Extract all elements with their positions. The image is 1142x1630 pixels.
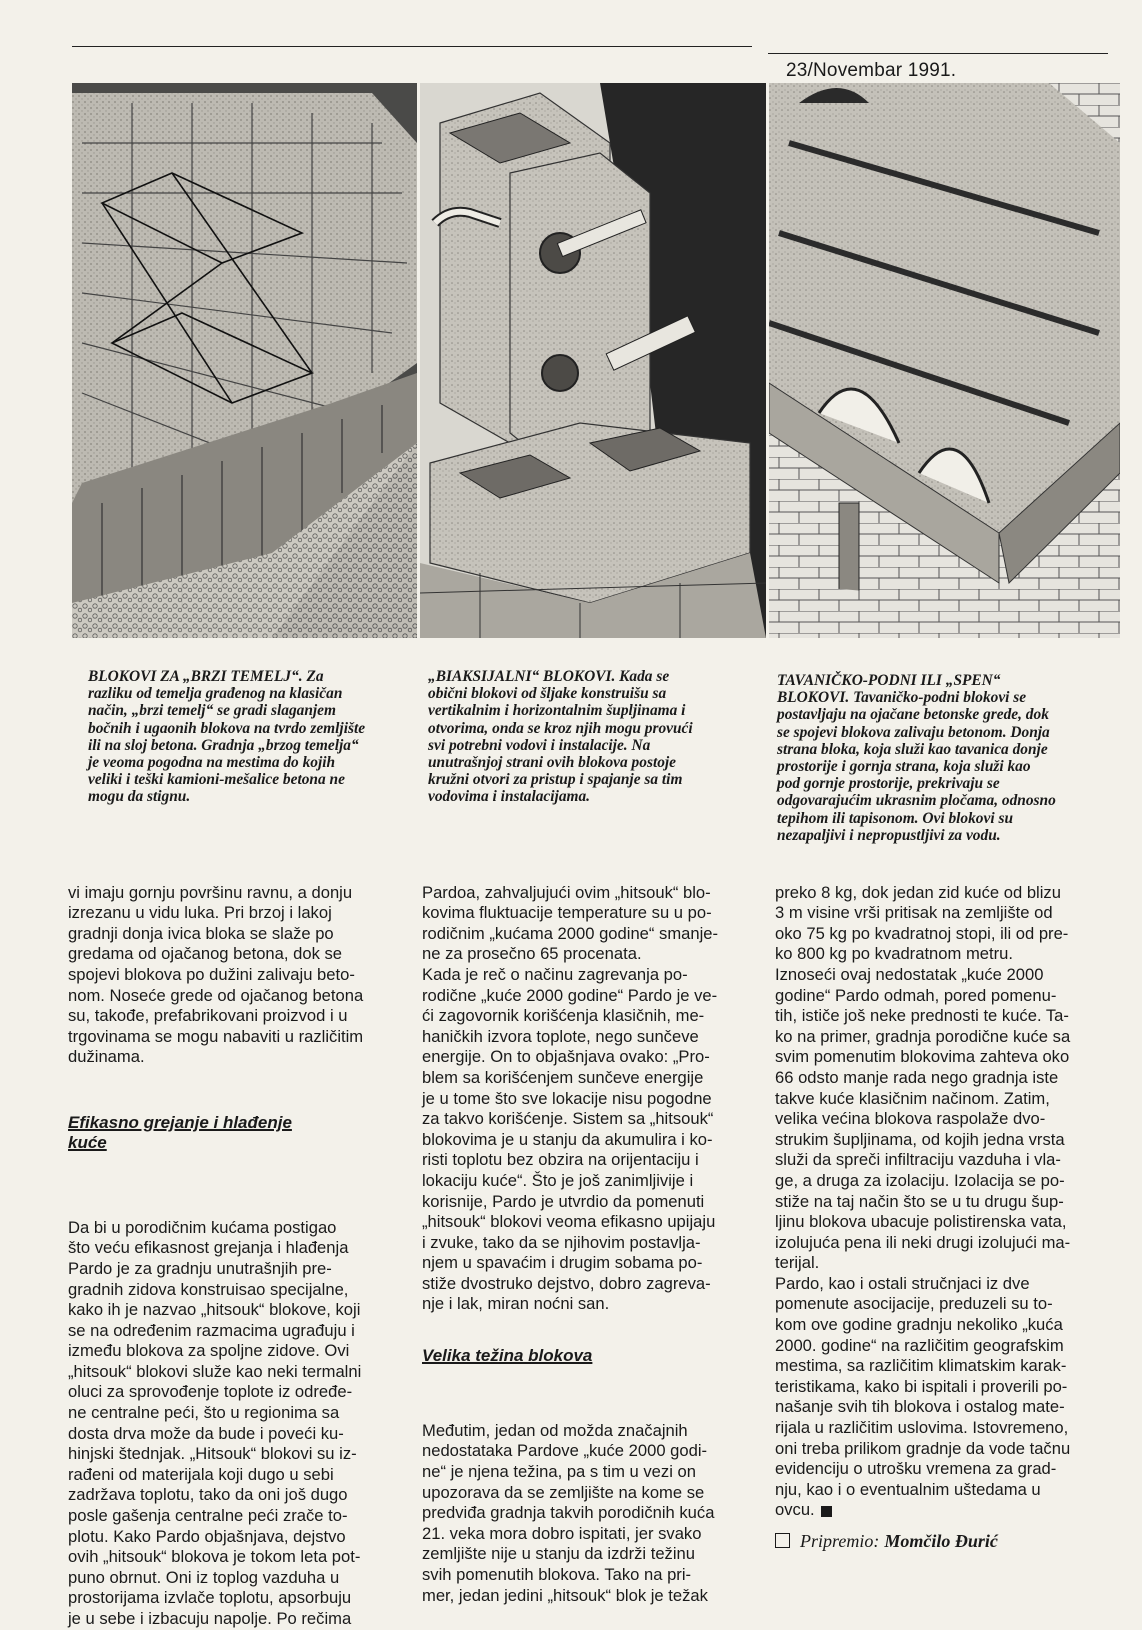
illustration-biaxial-blocks	[420, 83, 766, 638]
illustration-span-blocks	[769, 83, 1120, 638]
header-rule-right	[768, 53, 1108, 54]
paragraph: Da bi u porodičnim kućama postigao što veću efikasnost grejanja i hlađenja Pardo je za gradnju unutrašnjih pre- gradnih zidova konstruisao specijalne, kako ih je nazvao „hitsouk“ blokove, koji se na određenim razmacima ugrađuju i između blokova za spoljne zidove. Ovi „hitsouk“ blokovi služe kao neki termalni oluci za sprovođenje toplote iz određe- ne centralne peći, što u regionima sa dosta drva može da bude i poveći ku- hinjski štednjak. „Hitsouk“ blokovi su iz- rađeni od materijala koji dugo u sebi zadržava toplotu, tako da oni još dugo posle gašenja centralne peći zrače to- plotu. Kako Pardo objašnjava, dejstvo ovih „hitsouk“ blokova je tokom leta pot- puno obrnut. Oni iz toplog vazduha u prostorijama izvlače toplotu, apsorbuju je u sebe i izbacuju napolje. Po rečima	[68, 1217, 362, 1628]
paragraph: Pardoa, zahvaljujući ovim „hitsouk“ blo- kovima fluktuacije temperature su u po- rodičnim „kućama 2000 godine“ smanje- ne za prosečno 65 procenata. Kada je reč o načinu zagrevanja po- rodične „kuće 2000 godine“ Pardo je ve- ći zagovornik korišćenja klasičnih, me- haničkih izvora toplote, nego sunčeve energije. On to objašnjava ovako: „Pro- blem sa korišćenjem sunčeve energije je u tome što sve lokacije nisu pogodne za takvo korišćenje. Sistem sa „hitsouk“ blokovima je u stanju da akumulira i ko- risti toplotu bez obzira na orijentaciju i lokaciju kuće“. Što je još zanimljivije i korisnije, Pardo je utvrdio da pomenuti „hitsouk“ blokovi veoma efikasno upijaju i zvuke, tako da se njihovim postavlja- njem u spavaćim i drugim sobama po- stiže dvostruko dejstvo, dobro zagreva- nje i lak, miran noćni san.	[422, 882, 719, 1314]
header-rule	[72, 46, 752, 47]
paragraph: preko 8 kg, dok jedan zid kuće od blizu 3 m visine vrši pritisak na zemljište od oko 75 kg po kvadratnoj stopi, ili od pre- ko 800 kg po kvadratnom metru. Iznoseći ovaj nedostatak „kuće 2000 godine“ Pardo odmah, pored pomenu- tih, ističe još neke prednosti te kuće. Ta- ko na primer, gradnja porodične kuće sa svim pomenutim blokovima zahteva oko 66 odsto manje rada nego gradnja iste takve kuće klasičnim načinom. Zatim, velika većina blokova raspolaže dvo- strukim šupljinama, od kojih jedna vrsta služi da spreči infiltraciju vazduha i vla- ge, a druga za izolaciju. Izolacija se po- stiže na taj način što se u tu drugu šup- ljinu blokova ubacuje polistirenska vata, izolujuća pena ili neki drugi izolujući ma- terijal. Pardo, kao i ostali stručnjaci iz dve pomenute asocijacije, preduzeli su to- kom ove godine gradnju nekoliko „kuća 2000. godine“ na različitim geografskim mestima, sa različitim klimatskim karak- teristikama, kako bi ispitali i proverili po- našanje svih tih blokova i ostalog mate- rijala u različitim uslovima. Istovremeno, oni treba prilikom gradnje da vode tačnu evidenciju o utrošku vremena za grad- nju, kao i o eventualnim uštedama u ovcu.	[775, 882, 1071, 1520]
article-column-1	[68, 862, 413, 1630]
subheading-block-weight: Velika težina blokova	[422, 1345, 593, 1365]
article-column-3	[775, 862, 1115, 1572]
square-icon	[775, 1533, 790, 1548]
quick-foundation-drawing	[72, 83, 417, 638]
subheading-heating-cooling: Efikasno grejanje i hlađenje kuće	[68, 1112, 292, 1152]
span-blocks-drawing	[769, 83, 1120, 638]
paragraph: Međutim, jedan od možda značajnih nedostataka Pardove „kuće 2000 godi- ne“ je njena težina, pa s tim u vezi on upozorava da se zemljište na kome se predviđa gradnja takvih porodičnih kuća 21. veka mora dobro ispitati, jer svako zemljište nije u stanju da izdrži težinu svih pomenutih blokova. Tako na pri- mer, jedan jedini „hitsouk“ blok je težak	[422, 1420, 715, 1605]
byline-author: Momčilo Đurić	[884, 1531, 998, 1551]
caption-span-blocks: TAVANIČKO-PODNI ILI „SPEN“ BLOKOVI. Tavaničko-podni blokovi se postavljaju na ojačane betonske grede, dok se spojevi blokova zalivaju betonom. Donja strana bloka, koja služi kao tavanica donje prostorije i gornja strana, koja služi kao pod gornje prostorije, prekrivaju se odgovarajućim ukrasnim pločama, odnosno tepihom ili tapisonom. Ovi blokovi su nezapaljivi i nepropustljivi za vodu.	[777, 672, 1056, 844]
caption-biaxial-blocks: „BIAKSIJALNI“ BLOKOVI. Kada se obični blokovi od šljake konstruišu sa vertikalnim i horizontalnim šupljinama i otvorima, onda se kroz njih mogu provući svi potrebni vodovi i instalacije. Na unutrašnjoj strani ovih blokova postoje kružni otvori za pristup i spajanje sa tim vodovima i instalacijama.	[428, 668, 693, 806]
biaxial-blocks-drawing	[420, 83, 766, 638]
paragraph: vi imaju gornju površinu ravnu, a donju izrezanu u vidu luka. Pri brzoj i lakoj gradnji donja ivica bloka se slaže po gredama od ojačanog betona, dok se spojevi blokova po dužini zalivaju beto- nom. Noseće grede od ojačanog betona su, takođe, prefabrikovani proizvod i u trgovinama se mogu nabaviti u različitim dužinama.	[68, 882, 364, 1067]
byline-label: Pripremio:	[800, 1531, 880, 1551]
illustration-quick-foundation	[72, 83, 417, 638]
end-mark-icon	[821, 1506, 832, 1517]
illustrations-strip	[72, 83, 1120, 638]
issue-date: 23/Novembar 1991.	[786, 60, 957, 81]
caption-quick-foundation: BLOKOVI ZA „BRZI TEMELJ“. Za razliku od temelja građenog na klasičan način, „brzi temelj“ se gradi slaganjem bočnih i ugaonih blokova na tvrdo zemljište ili na sloj betona. Gradnja „brzog temelja“ je veoma pogodna na mestima do kojih veliki i teški kamioni-mešalice betona ne mogu da stignu.	[88, 668, 366, 806]
article-column-2	[422, 862, 757, 1606]
byline	[775, 1531, 1115, 1552]
